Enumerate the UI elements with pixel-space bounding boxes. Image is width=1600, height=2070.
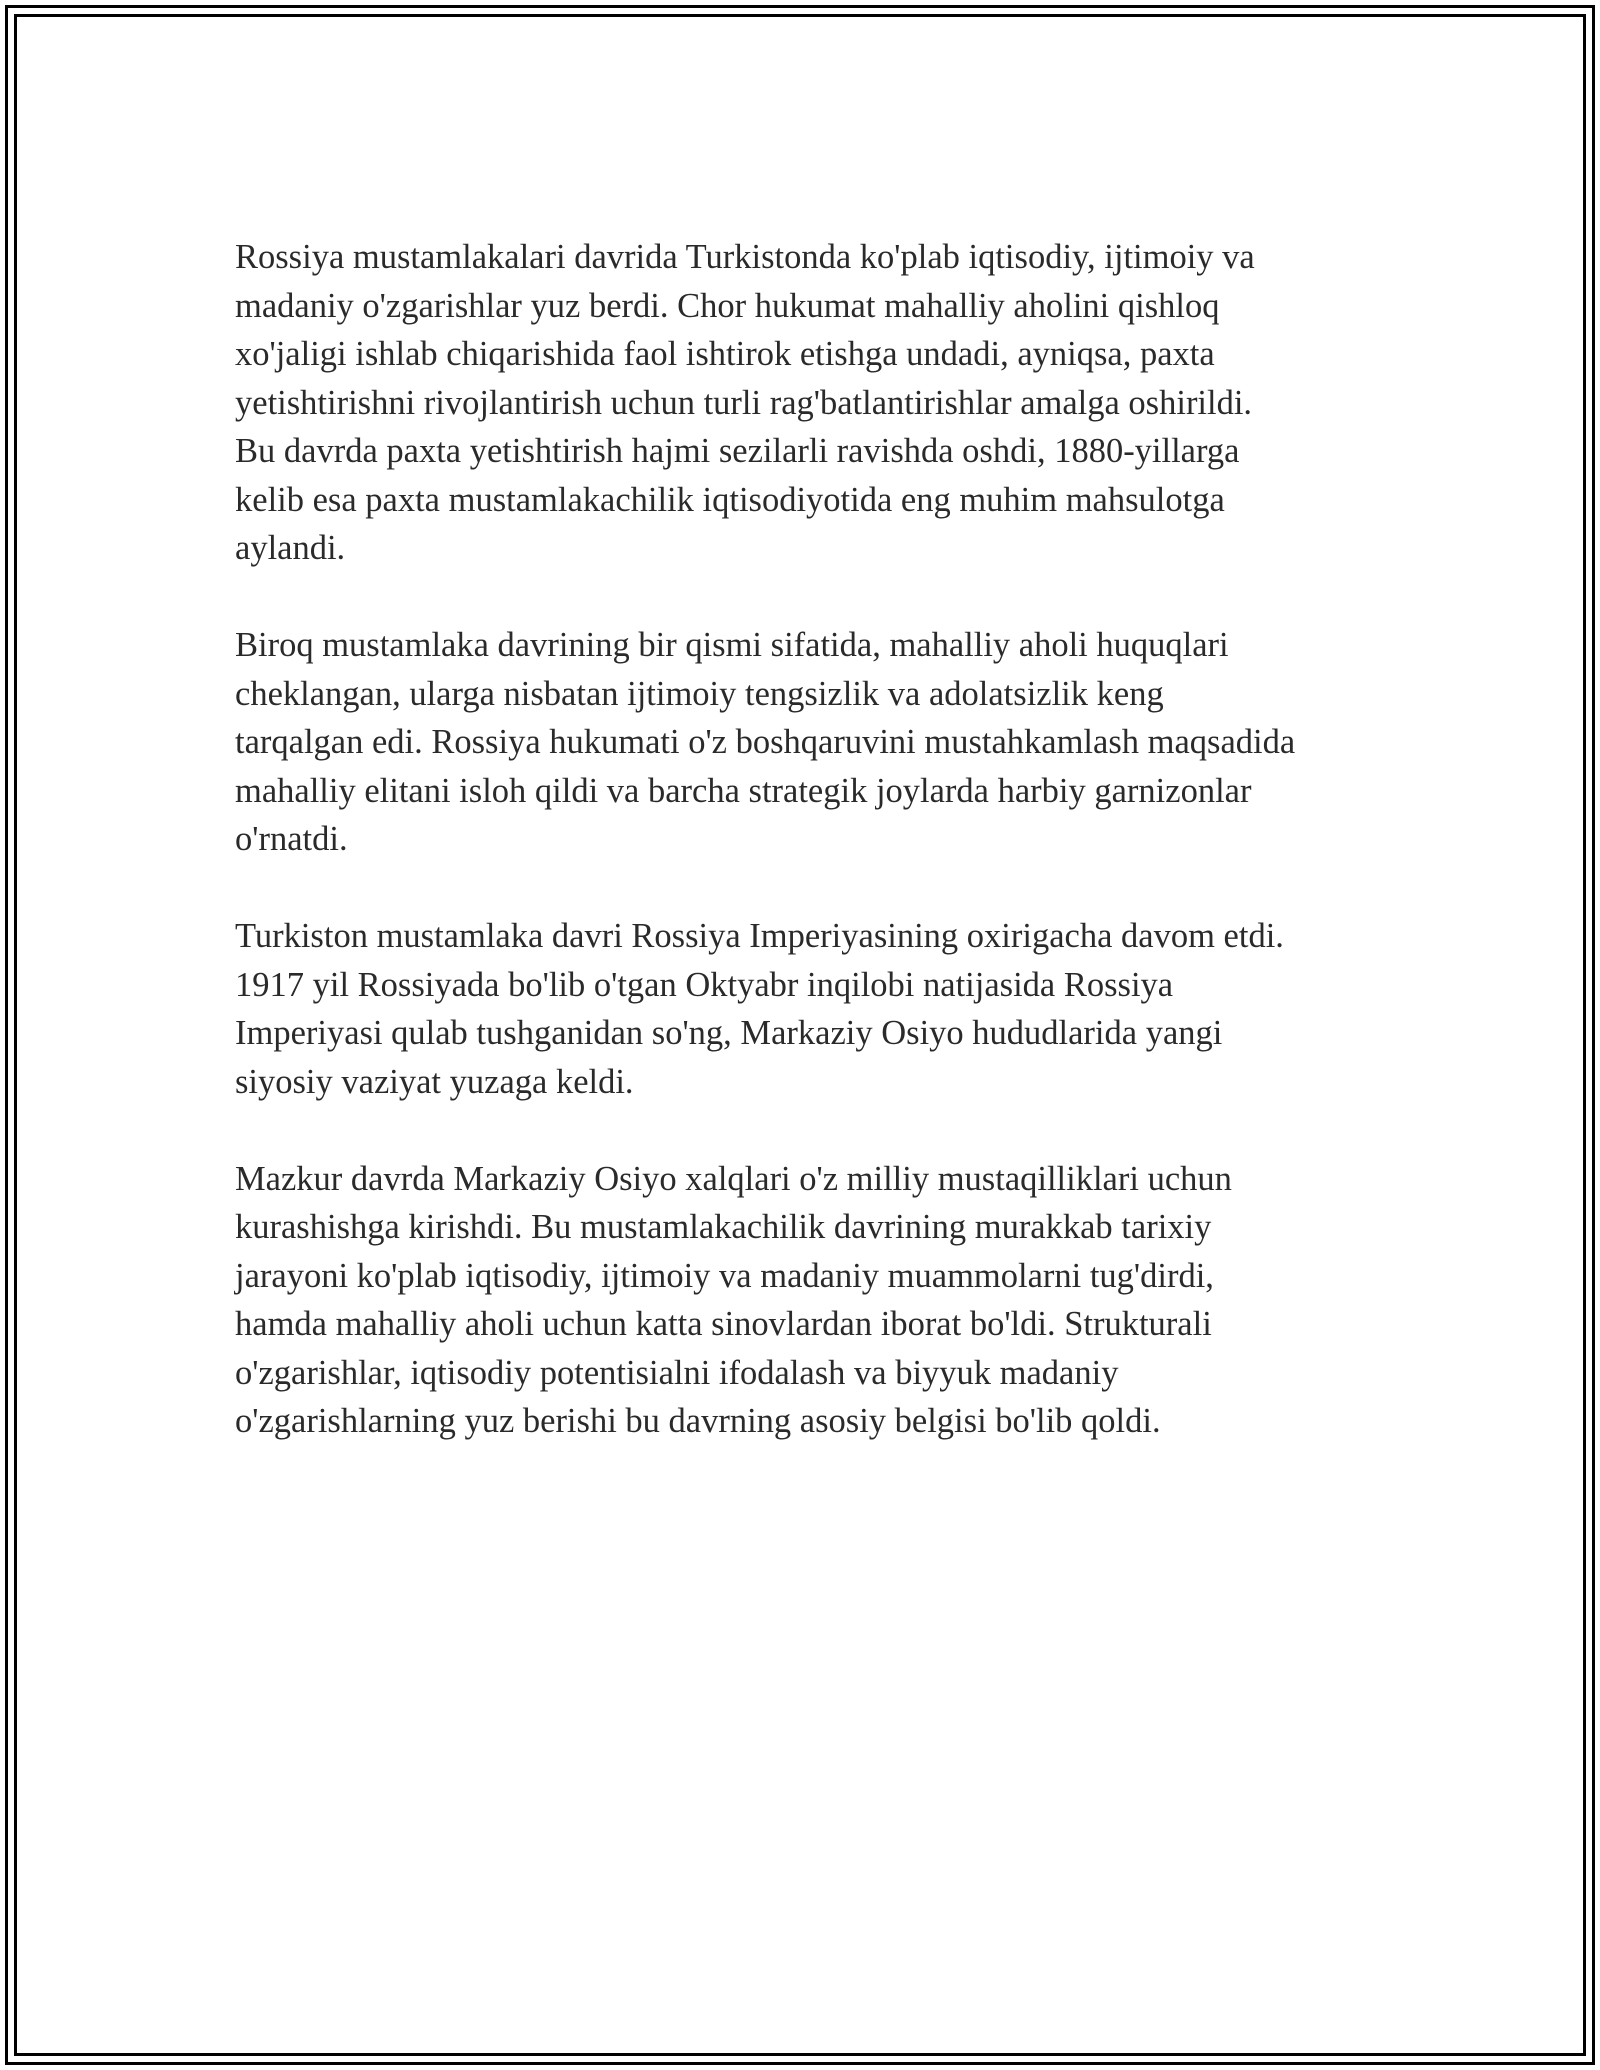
text-line: cheklangan, ularga nisbatan ijtimoiy tengsizlik va adolatsizlik keng xyxy=(235,674,1164,713)
paragraph-3 xyxy=(235,912,1370,1106)
text-line: Turkiston mustamlaka davri Rossiya Imperiyasining oxirigacha davom etdi. xyxy=(235,917,1284,955)
text-line: jarayoni ko'plab iqtisodiy, ijtimoiy va madaniy muammolarni tug'dirdi, xyxy=(235,1256,1214,1295)
text-line: kelib esa paxta mustamlakachilik iqtisodiyotida eng muhim mahsulotga xyxy=(235,480,1225,519)
text-line: o'zgarishlar, iqtisodiy potentisialni ifodalash va biyyuk madaniy xyxy=(235,1353,1119,1392)
text-line: madaniy o'zgarishlar yuz berdi. Chor hukumat mahalliy aholini qishloq xyxy=(235,286,1220,325)
text-line: Imperiyasi qulab tushganidan so'ng, Markaziy Osiyo hududlarida yangi xyxy=(235,1014,1223,1052)
text-line: 1917 yil Rossiyada bo'lib o'tgan Oktyabr inqilobi natijasida Rossiya xyxy=(235,965,1174,1004)
text-line: Rossiya mustamlakalari davrida Turkistonda ko'plab iqtisodiy, ijtimoiy va xyxy=(235,238,1255,276)
text-line: tarqalgan edi. Rossiya hukumati o'z boshqaruvini mustahkamlash maqsadida xyxy=(235,723,1296,761)
text-line: aylandi. xyxy=(235,529,346,567)
text-line: Biroq mustamlaka davrining bir qismi sifatida, mahalliy aholi huquqlari xyxy=(235,626,1229,664)
paragraph-2 xyxy=(235,621,1370,864)
paragraph-1 xyxy=(235,233,1370,573)
text-line: Bu davrda paxta yetishtirish hajmi sezilarli ravishda oshdi, 1880-yillarga xyxy=(235,432,1240,470)
text-line: siyosiy vaziyat yuzaga keldi. xyxy=(235,1062,634,1101)
text-line: yetishtirishni rivojlantirish uchun turli rag'batlantirishlar amalga oshirildi. xyxy=(235,383,1253,422)
text-line: hamda mahalliy aholi uchun katta sinovlardan iborat bo'ldi. Strukturali xyxy=(235,1305,1212,1343)
text-line: o'zgarishlarning yuz berishi bu davrning asosiy belgisi bo'lib qoldi. xyxy=(235,1402,1161,1440)
document-body xyxy=(235,233,1370,1494)
text-line: o'rnatdi. xyxy=(235,820,348,858)
text-line: kurashishga kirishdi. Bu mustamlakachilik davrining murakkab tarixiy xyxy=(235,1208,1212,1246)
paragraph-4 xyxy=(235,1155,1370,1446)
text-line: Mazkur davrda Markaziy Osiyo xalqlari o'z milliy mustaqilliklari uchun xyxy=(235,1159,1232,1198)
text-line: mahalliy elitani isloh qildi va barcha strategik joylarda harbiy garnizonlar xyxy=(235,771,1252,810)
text-line: xo'jaligi ishlab chiqarishida faol ishtirok etishga undadi, ayniqsa, paxta xyxy=(235,335,1215,373)
